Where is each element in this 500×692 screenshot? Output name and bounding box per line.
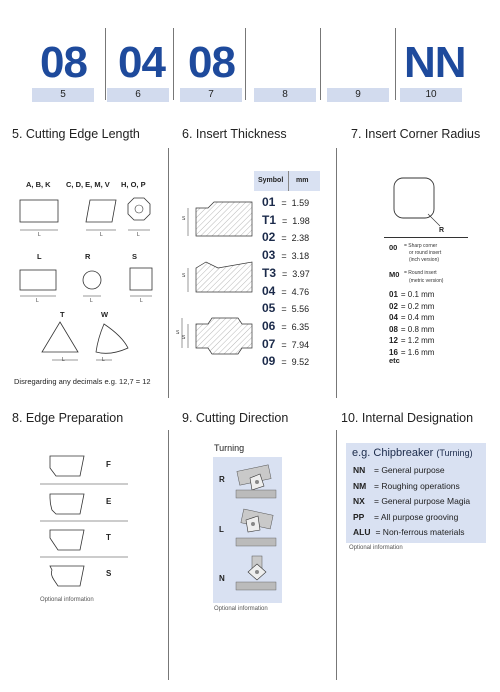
thickness-symbol: 09 (262, 354, 276, 369)
thickness-symbol: 04 (262, 283, 276, 298)
dim-label: L (140, 298, 143, 304)
thickness-symbol: 07 (262, 336, 276, 351)
designation-code: PP (353, 511, 365, 522)
thickness-value: 9.52 (291, 357, 310, 368)
thickness-value: 3.97 (292, 268, 310, 279)
thickness-value: 6.35 (291, 321, 310, 332)
divider (105, 28, 106, 100)
designation-desc: = All purpose grooving (374, 511, 459, 522)
group-label: W (101, 310, 109, 319)
section-note: Optional information (214, 606, 268, 612)
corner-desc: (metric version) (409, 278, 444, 284)
insert-shapes-row3 (30, 318, 140, 368)
designation-code: NM (353, 480, 367, 491)
section-note: Optional information (40, 597, 94, 603)
divider (384, 237, 468, 238)
designation-desc: = General purpose Magia (374, 496, 471, 506)
dim-label: S (182, 273, 186, 279)
equals-sign: = (281, 321, 287, 332)
column-divider (336, 430, 337, 680)
divider (288, 171, 289, 191)
designation-desc: = General purpose (374, 465, 445, 475)
radius-row (389, 313, 434, 322)
radius-value: = 0.8 mm (400, 324, 435, 334)
group-label: H, O, P (121, 180, 146, 189)
column-divider (168, 148, 169, 398)
divider (395, 28, 396, 100)
radius-code: 02 (389, 301, 398, 311)
equals-sign: = (282, 268, 288, 279)
dim-label: L (36, 298, 39, 304)
section-title: 8. Edge Preparation (12, 411, 124, 425)
etc-label: etc (389, 356, 400, 365)
position-5: 5 (32, 88, 94, 102)
corner-desc: = Round insert (404, 270, 437, 276)
section-subtitle: Turning (214, 443, 245, 453)
thickness-value: 1.59 (291, 198, 310, 208)
group-label: T (60, 310, 65, 319)
radius-label: R (439, 227, 445, 234)
designation-row (353, 527, 465, 537)
radius-value: = 1.2 mm (400, 336, 435, 345)
dim-label: S (182, 216, 186, 222)
radius-row (389, 336, 434, 345)
designation-row (353, 512, 458, 522)
designation-code: NX (353, 496, 365, 506)
group-label: R (85, 252, 91, 261)
radius-code: 12 (389, 336, 398, 345)
designation-row (353, 481, 460, 491)
dim-label: L (102, 357, 105, 363)
edge-option: E (106, 497, 112, 506)
thickness-row (262, 284, 309, 298)
radius-code: 08 (389, 324, 398, 334)
dim-label: L (100, 232, 103, 238)
designation-code: ALU (353, 527, 371, 537)
thickness-row (262, 354, 309, 368)
thickness-value: 4.76 (291, 286, 310, 297)
position-10: 10 (400, 88, 462, 102)
radius-value: = 0.4 mm (400, 313, 435, 322)
position-8: 8 (254, 88, 316, 102)
thickness-row (262, 319, 309, 333)
thickness-symbol: 02 (262, 230, 276, 245)
designation-heading (352, 447, 473, 459)
designation-row (353, 465, 445, 475)
thickness-row (262, 195, 309, 209)
column-header: mm (296, 177, 309, 184)
equals-sign: = (281, 304, 287, 315)
radius-code: 04 (389, 313, 398, 322)
group-label: L (37, 252, 42, 261)
thickness-row (262, 248, 309, 262)
radius-row (389, 290, 434, 299)
code-6: 04 (118, 38, 165, 87)
thickness-value: 1.98 (292, 215, 310, 226)
divider (173, 28, 174, 100)
thickness-diagrams (178, 196, 256, 356)
designation-desc: = Non-ferrous materials (375, 527, 465, 537)
thickness-row (262, 266, 310, 280)
equals-sign: = (281, 251, 287, 262)
direction-label: N (219, 574, 225, 583)
equals-sign: = (281, 339, 287, 350)
corner-desc: = Sharp corner (404, 243, 438, 249)
thickness-value: 3.18 (291, 251, 310, 262)
edge-option: F (106, 460, 111, 469)
corner-desc: (inch version) (409, 257, 440, 263)
section-title: 5. Cutting Edge Length (12, 127, 140, 141)
group-label: C, D, E, M, V (66, 180, 110, 189)
edge-option: S (106, 569, 112, 578)
thickness-symbol: 01 (262, 195, 276, 209)
thickness-row (262, 213, 310, 227)
dim-label: L (38, 232, 41, 238)
heading-sub: (Turning) (436, 448, 473, 458)
section-title: 9. Cutting Direction (182, 411, 289, 425)
thickness-value: 7.94 (291, 339, 310, 350)
insert-shapes-row1 (14, 192, 164, 242)
insert-shapes-row2 (14, 262, 164, 302)
designation-row (353, 496, 470, 506)
thickness-row (262, 301, 309, 315)
designation-desc: = Roughing operations (374, 480, 460, 491)
radius-value: = 0.1 mm (400, 290, 435, 299)
thickness-row (262, 230, 309, 244)
thickness-symbol: 03 (262, 248, 276, 263)
radius-value: = 0.2 mm (400, 301, 435, 311)
radius-code: 01 (389, 290, 398, 299)
heading-text: e.g. Chipbreaker (352, 447, 434, 459)
column-divider (168, 430, 169, 680)
position-7: 7 (180, 88, 242, 102)
radius-value: = 1.6 mm (400, 347, 435, 357)
thickness-row (262, 337, 309, 351)
designation-code: NN (353, 465, 366, 475)
equals-sign: = (281, 286, 287, 297)
edge-option: T (106, 533, 111, 542)
corner-radius-diagram (388, 172, 450, 234)
position-6: 6 (107, 88, 169, 102)
equals-sign: = (281, 357, 287, 368)
position-9: 9 (327, 88, 389, 102)
direction-label: R (219, 475, 225, 484)
equals-sign: = (282, 215, 288, 226)
column-divider (336, 148, 337, 398)
thickness-value: 5.56 (291, 304, 310, 315)
code-7: 08 (188, 38, 235, 87)
dim-label: L (90, 298, 93, 304)
corner-code: M0 (389, 270, 400, 279)
code-10: NN (404, 38, 466, 87)
column-header: Symbol (258, 177, 284, 184)
dim-label: S (176, 330, 180, 336)
dim-label: L (62, 357, 65, 363)
direction-label: L (219, 525, 224, 534)
edge-prep-diagrams (40, 446, 128, 596)
group-label: S (132, 252, 138, 261)
corner-code: 00 (389, 243, 398, 252)
section-title: 7. Insert Corner Radius (351, 127, 481, 141)
group-label: A, B, K (26, 180, 51, 189)
corner-desc: or round insert (409, 250, 442, 256)
divider (245, 28, 246, 100)
radius-code: 16 (389, 347, 398, 357)
section-note: Optional information (349, 545, 403, 551)
thickness-symbol: 06 (262, 318, 276, 333)
radius-row (389, 325, 434, 334)
radius-row (389, 302, 434, 311)
section-title: 10. Internal Designation (341, 411, 474, 425)
code-5: 08 (40, 38, 87, 87)
thickness-symbol: T3 (262, 265, 277, 280)
equals-sign: = (281, 233, 287, 244)
section-note: Disregarding any decimals e.g. 12,7 = 12 (14, 377, 151, 386)
divider (320, 28, 321, 100)
dim-label: L (137, 232, 140, 238)
thickness-symbol: 05 (262, 301, 276, 316)
direction-diagrams (232, 460, 280, 600)
thickness-symbol: T1 (262, 212, 277, 227)
section-title: 6. Insert Thickness (182, 127, 287, 141)
thickness-value: 2.38 (291, 233, 310, 244)
dim-label: S (182, 335, 186, 341)
equals-sign: = (281, 198, 287, 208)
